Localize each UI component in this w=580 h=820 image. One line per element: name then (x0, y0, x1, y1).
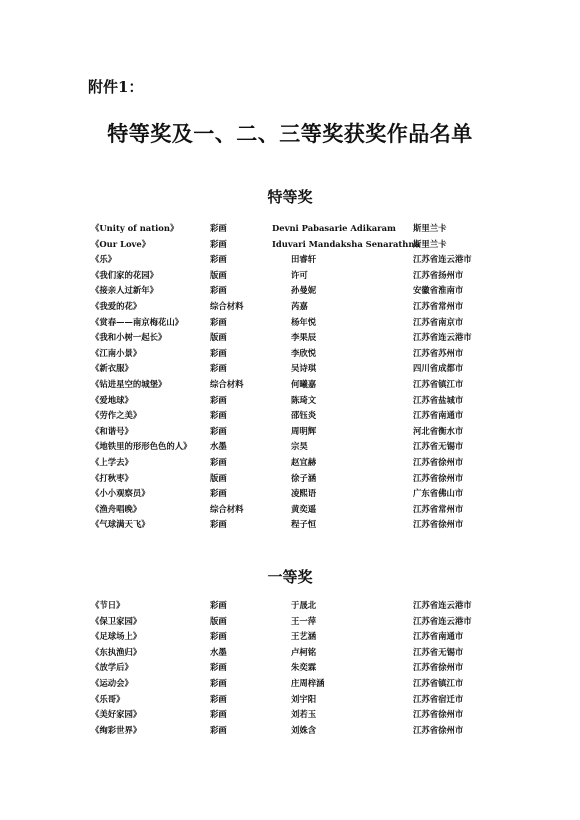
author-name: Devni Pabasarie Adikaram (272, 223, 396, 233)
author-name: 宗昊 (291, 441, 308, 452)
medium-type: 版画 (210, 472, 227, 483)
work-title: 《我爱的花》 (91, 300, 142, 311)
medium-type: 彩画 (210, 347, 227, 358)
author-name: 周明辉 (291, 425, 317, 436)
work-title: 《气球满天飞》 (91, 519, 150, 530)
medium-type: 综合材料 (210, 378, 244, 389)
region: 江苏省徐州市 (413, 662, 464, 673)
document-title: 特等奖及一、二、三等奖获奖作品名单 (107, 121, 473, 146)
work-title: 《江南小景》 (91, 347, 142, 358)
award-entry-row (0, 692, 580, 708)
work-title: 《劳作之美》 (91, 410, 142, 421)
medium-type: 彩画 (210, 238, 227, 249)
author-name: 刘姝含 (291, 724, 317, 735)
award-entry-row (0, 283, 580, 299)
award-entry-row (0, 502, 580, 518)
author-name: 刘宇阳 (291, 693, 317, 704)
region: 斯里兰卡 (413, 223, 447, 233)
author-name: 赵宜赫 (291, 456, 317, 467)
medium-type: 彩画 (210, 488, 227, 499)
medium-type: 彩画 (210, 709, 227, 720)
work-title: 《东执渔归》 (91, 646, 142, 657)
first-prize-list (0, 598, 580, 738)
region: 江苏省徐州市 (413, 472, 464, 483)
work-title: 《爱地球》 (91, 394, 133, 405)
award-entry-row (0, 299, 580, 315)
award-entry-row (0, 408, 580, 424)
work-title: 《运动会》 (91, 677, 133, 688)
region: 江苏省徐州市 (413, 456, 464, 467)
author-name: 黄奕遥 (291, 503, 317, 514)
medium-type: 水墨 (210, 646, 227, 657)
author-name: Iduvari Mandaksha Senarathna (272, 238, 420, 249)
work-title: 《接亲人过新年》 (91, 285, 158, 296)
medium-type: 彩画 (210, 316, 227, 327)
region: 江苏省徐州市 (413, 724, 464, 735)
award-entry-row (0, 330, 580, 346)
work-title: 《地铁里的形形色色的人》 (91, 441, 192, 452)
author-name: 杨年悦 (291, 316, 317, 327)
region: 斯里兰卡 (413, 238, 447, 249)
award-entry-row (0, 614, 580, 630)
region: 河北省衡水市 (413, 425, 464, 436)
medium-type: 版画 (210, 269, 227, 280)
work-title: 《节日》 (91, 600, 125, 610)
award-entry-row (0, 707, 580, 723)
medium-type: 彩画 (210, 285, 227, 296)
work-title: 《美好家园》 (91, 709, 142, 720)
work-title: 《和谐号》 (91, 425, 133, 436)
region: 广东省佛山市 (413, 488, 464, 499)
medium-type: 彩画 (210, 519, 227, 530)
work-title: 《我和小树一起长》 (91, 332, 167, 343)
region: 四川省成都市 (413, 363, 464, 374)
work-title: 《钻进星空的城堡》 (91, 378, 167, 389)
work-title: 《保卫家园》 (91, 615, 142, 626)
award-entry-row (0, 660, 580, 676)
medium-type: 彩画 (210, 677, 227, 688)
region: 江苏省镇江市 (413, 378, 464, 389)
region: 江苏省常州市 (413, 300, 464, 311)
medium-type: 彩画 (210, 254, 227, 265)
medium-type: 彩画 (210, 456, 227, 467)
region: 江苏省常州市 (413, 503, 464, 514)
work-title: 《渔舟唱晚》 (91, 503, 142, 514)
author-name: 庄周梓涵 (291, 677, 325, 688)
region: 江苏省连云港市 (413, 600, 472, 610)
region: 安徽省淮南市 (413, 285, 464, 296)
region: 江苏省连云港市 (413, 332, 472, 343)
region: 江苏省宿迁市 (413, 693, 464, 704)
region: 江苏省扬州市 (413, 269, 464, 280)
work-title: 《乐哥》 (91, 693, 125, 704)
medium-type: 彩画 (210, 724, 227, 735)
medium-type: 彩画 (210, 693, 227, 704)
award-entry-row (0, 424, 580, 440)
work-title: 《打秋枣》 (91, 472, 133, 483)
author-name: 孙曼妮 (291, 285, 317, 296)
medium-type: 彩画 (210, 223, 227, 233)
region: 江苏省徐州市 (413, 519, 464, 530)
section-heading-grand-prize: 特等奖 (267, 188, 313, 206)
author-name: 李欣悦 (291, 347, 317, 358)
medium-type: 彩画 (210, 662, 227, 673)
award-entry-row (0, 676, 580, 692)
medium-type: 彩画 (210, 363, 227, 374)
work-title: 《赏春——南京梅花山》 (91, 316, 184, 327)
award-entry-row (0, 221, 580, 237)
work-title: 《小小观察员》 (91, 488, 150, 499)
award-entry-row (0, 393, 580, 409)
author-name: 吴诗琪 (291, 363, 317, 374)
work-title: 《上学去》 (91, 456, 133, 467)
work-title: 《Our Love》 (91, 238, 151, 249)
region: 江苏省连云港市 (413, 615, 472, 626)
author-name: 王一萍 (291, 615, 317, 626)
medium-type: 版画 (210, 332, 227, 343)
grand-prize-list (0, 221, 580, 533)
author-name: 徐子涵 (291, 472, 317, 483)
region: 江苏省盐城市 (413, 394, 464, 405)
region: 江苏省徐州市 (413, 709, 464, 720)
award-entry-row (0, 377, 580, 393)
author-name: 何曦嘉 (291, 378, 317, 389)
work-title: 《Unity of nation》 (91, 223, 179, 233)
medium-type: 水墨 (210, 441, 227, 452)
award-entry-row (0, 237, 580, 253)
medium-type: 彩画 (210, 600, 227, 610)
author-name: 王艺涵 (291, 631, 317, 642)
section-heading-first-prize: 一等奖 (267, 568, 313, 586)
work-title: 《新衣服》 (91, 363, 133, 374)
region: 江苏省连云港市 (413, 254, 472, 265)
author-name: 许可 (291, 269, 308, 280)
award-entry-row (0, 361, 580, 377)
author-name: 田睿轩 (291, 254, 317, 265)
region: 江苏省镇江市 (413, 677, 464, 688)
work-title: 《放学后》 (91, 662, 133, 673)
award-entry-row (0, 455, 580, 471)
award-entry-row (0, 517, 580, 533)
award-entry-row (0, 315, 580, 331)
work-title: 《乐》 (91, 254, 117, 265)
award-entry-row (0, 629, 580, 645)
medium-type: 彩画 (210, 410, 227, 421)
region: 江苏省无锡市 (413, 646, 464, 657)
author-name: 芮嘉 (291, 300, 308, 311)
award-entry-row (0, 346, 580, 362)
author-name: 李果辰 (291, 332, 317, 343)
award-entry-row (0, 723, 580, 739)
medium-type: 彩画 (210, 425, 227, 436)
region: 江苏省无锡市 (413, 441, 464, 452)
region: 江苏省南通市 (413, 410, 464, 421)
award-entry-row (0, 471, 580, 487)
author-name: 于晟北 (291, 600, 317, 610)
work-title: 《绚彩世界》 (91, 724, 142, 735)
award-entry-row (0, 486, 580, 502)
award-entry-row (0, 252, 580, 268)
work-title: 《我们家的花园》 (91, 269, 158, 280)
author-name: 朱奕霖 (291, 662, 317, 673)
author-name: 刘若玉 (291, 709, 317, 720)
attachment-label: 附件1： (88, 78, 144, 96)
medium-type: 彩画 (210, 394, 227, 405)
author-name: 凌熙语 (291, 488, 317, 499)
work-title: 《足球场上》 (91, 631, 142, 642)
award-entry-row (0, 439, 580, 455)
region: 江苏省南通市 (413, 631, 464, 642)
author-name: 程子恒 (291, 519, 317, 530)
author-name: 陈琦文 (291, 394, 317, 405)
medium-type: 彩画 (210, 631, 227, 642)
award-entry-row (0, 268, 580, 284)
author-name: 邵钰炎 (291, 410, 317, 421)
region: 江苏省苏州市 (413, 347, 464, 358)
award-entry-row (0, 598, 580, 614)
medium-type: 综合材料 (210, 503, 244, 514)
award-entry-row (0, 645, 580, 661)
medium-type: 版画 (210, 615, 227, 626)
region: 江苏省南京市 (413, 316, 464, 327)
medium-type: 综合材料 (210, 300, 244, 311)
author-name: 卢柯铭 (291, 646, 317, 657)
